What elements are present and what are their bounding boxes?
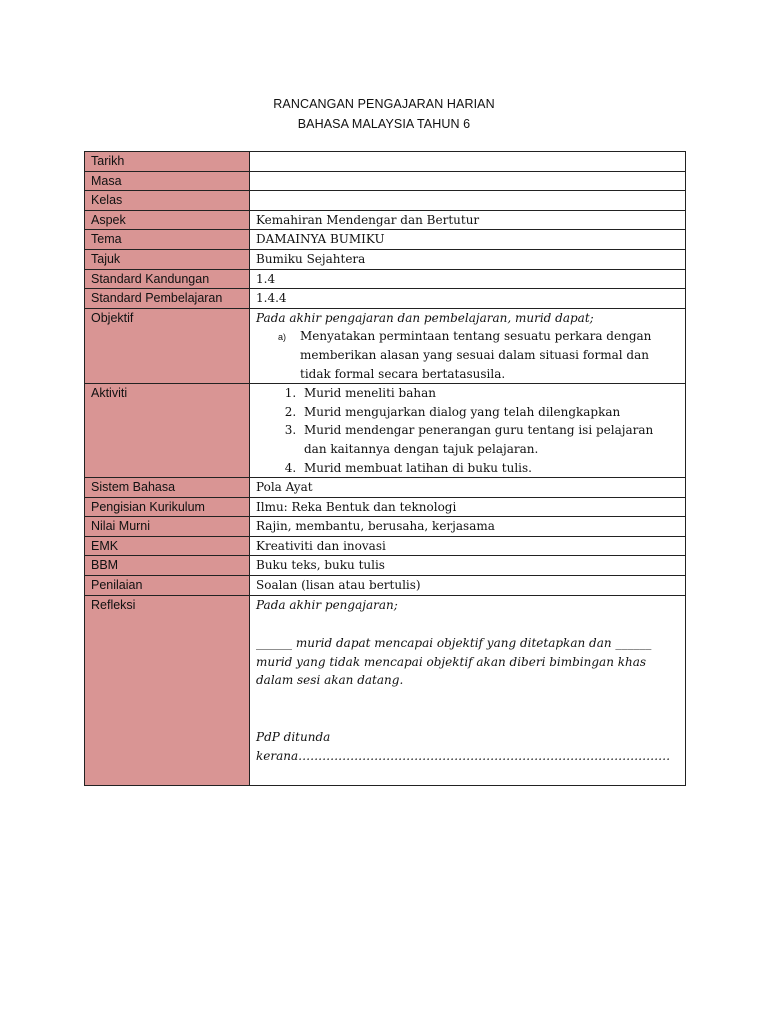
refleksi-line-1: Pada akhir pengajaran; [256,597,398,612]
label-kelas: Kelas [85,191,250,211]
aktiviti-list [256,384,679,477]
aktiviti-item: 3. Murid mendengar penerangan guru tentang isi pelajaran dan kaitannya dengan tajuk pelajaran. [300,421,679,458]
label-aspek: Aspek [85,210,250,230]
value-tajuk: Bumiku Sejahtera [250,249,686,269]
objektif-item-text: Menyatakan permintaan tentang sesuatu perkara dengan memberikan alasan yang sesuai dalam situasi formal dan tidak formal secara bertatasusila. [300,329,652,381]
row-aspek [85,210,686,230]
title-line-1: RANCANGAN PENGAJARAN HARIAN [273,97,495,111]
value-tarikh[interactable] [250,152,686,172]
refleksi-line-2: ______ murid dapat mencapai objektif yang ditetapkan dan ______ murid yang tidak mencapai objektif akan diberi bimbingan khas dalam sesi akan datang. [256,636,652,688]
row-objektif [85,308,686,383]
objektif-item [256,327,679,383]
value-tema: DAMAINYA BUMIKU [250,230,686,250]
label-pengisian-kurikulum: Pengisian Kurikulum [85,497,250,517]
label-objektif: Objektif [85,308,250,383]
row-bbm [85,556,686,576]
title-line-2: BAHASA MALAYSIA TAHUN 6 [297,117,471,131]
refleksi-line-3: PdP ditunda [256,730,331,745]
value-penilaian: Soalan (lisan atau bertulis) [250,576,686,596]
row-nilai-murni [85,517,686,537]
lesson-plan-table [84,151,686,786]
label-penilaian: Penilaian [85,576,250,596]
value-pengisian-kurikulum: Ilmu: Reka Bentuk dan teknologi [250,497,686,517]
label-refleksi: Refleksi [85,595,250,786]
value-bbm: Buku teks, buku tulis [250,556,686,576]
refleksi-spacer [256,690,679,728]
label-aktiviti: Aktiviti [85,384,250,478]
objektif-item-marker: a) [278,332,287,343]
refleksi-spacer [256,765,679,785]
label-standard-kandungan: Standard Kandungan [85,269,250,289]
label-tajuk: Tajuk [85,249,250,269]
value-standard-kandungan: 1.4 [250,269,686,289]
row-sistem-bahasa [85,478,686,498]
refleksi-spacer [256,614,679,634]
row-penilaian [85,576,686,596]
label-tema: Tema [85,230,250,250]
aktiviti-item: 1. Murid meneliti bahan [300,384,679,403]
row-kelas [85,191,686,211]
label-tarikh: Tarikh [85,152,250,172]
row-aktiviti [85,384,686,478]
row-tema [85,230,686,250]
row-standard-pembelajaran [85,289,686,309]
value-aspek: Kemahiran Mendengar dan Bertutur [250,210,686,230]
label-sistem-bahasa: Sistem Bahasa [85,478,250,498]
refleksi-line-4: kerana………………………………………………………………………………… [256,748,671,763]
row-standard-kandungan [85,269,686,289]
row-masa [85,171,686,191]
value-aktiviti [250,384,686,478]
value-masa[interactable] [250,171,686,191]
row-tajuk [85,249,686,269]
value-nilai-murni: Rajin, membantu, berusaha, kerjasama [250,517,686,537]
label-bbm: BBM [85,556,250,576]
value-refleksi [250,595,686,786]
value-sistem-bahasa: Pola Ayat [250,478,686,498]
label-emk: EMK [85,536,250,556]
label-masa: Masa [85,171,250,191]
aktiviti-item: 2. Murid mengujarkan dialog yang telah dilengkapkan [300,403,679,422]
row-tarikh [85,152,686,172]
value-standard-pembelajaran: 1.4.4 [250,289,686,309]
row-emk [85,536,686,556]
objektif-intro: Pada akhir pengajaran dan pembelajaran, murid dapat; [256,310,594,325]
label-standard-pembelajaran: Standard Pembelajaran [85,289,250,309]
value-kelas[interactable] [250,191,686,211]
label-nilai-murni: Nilai Murni [85,517,250,537]
document-title [0,94,768,134]
row-refleksi [85,595,686,786]
row-pengisian-kurikulum [85,497,686,517]
aktiviti-item: 4. Murid membuat latihan di buku tulis. [300,459,679,478]
value-emk: Kreativiti dan inovasi [250,536,686,556]
value-objektif [250,308,686,383]
